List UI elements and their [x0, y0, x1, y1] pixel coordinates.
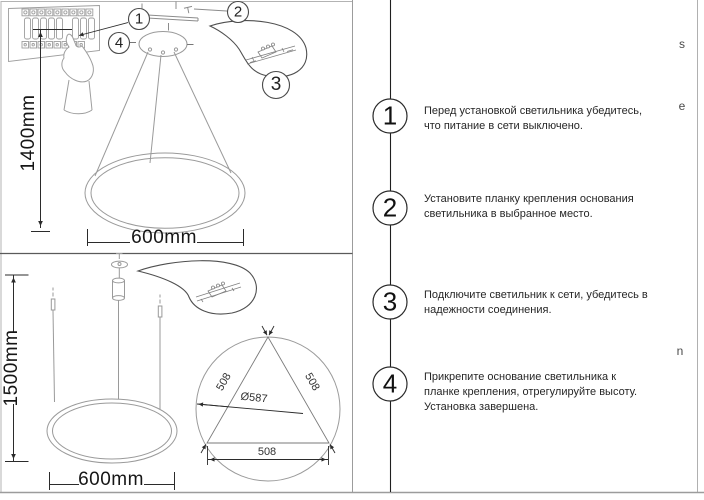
step-number-1: 1	[382, 100, 398, 131]
callout-number-1: 1	[134, 10, 144, 28]
pendant-ring-bottom	[47, 399, 177, 463]
dimension-label-508-left: 508	[214, 371, 234, 393]
step-text-line: планке крепления, отрегулируйте высоту.	[424, 386, 638, 398]
callout-number-3: 3	[270, 74, 282, 95]
stray-letter-s: s	[679, 37, 685, 51]
step-number-4: 4	[382, 368, 398, 399]
step-text-line: Прикрепите основание светильника к	[424, 371, 617, 383]
dimension-label-600mm-top: 600mm	[131, 227, 197, 248]
dimension-label-508-right: 508	[302, 371, 322, 393]
step-text-line: Установите планку крепления основания	[424, 193, 634, 205]
step-text-line: Подключите светильник к сети, убедитесь в	[424, 289, 648, 301]
dimension-label-600mm-bottom: 600mm	[78, 469, 144, 490]
pendant-ring-top	[85, 153, 245, 233]
dimension-label-diameter-587: Ø587	[239, 390, 269, 406]
breaker-switches	[25, 18, 95, 39]
step-instruction-3	[424, 288, 686, 318]
step-number-2: 2	[382, 192, 398, 223]
callout-number-2: 2	[233, 3, 243, 21]
step-text-line: надежности соединения.	[424, 304, 552, 316]
stray-letter-n: n	[676, 344, 684, 358]
step-text-line: что питание в сети выключено.	[424, 120, 583, 132]
breaker-top-row	[22, 9, 93, 16]
ceiling-canopy-bottom	[112, 254, 128, 400]
stray-letter-e: e	[678, 99, 686, 113]
suspension-cable-left	[51, 288, 55, 403]
suspension-cable-right	[158, 295, 162, 410]
step-instruction-4	[424, 370, 686, 415]
step-text-line: светильника в выбранное место.	[424, 208, 593, 220]
callout-teardrop-top	[210, 21, 307, 77]
callout-number-4: 4	[114, 34, 124, 52]
step-instruction-1	[424, 104, 686, 134]
dimension-label-508-bottom: 508	[257, 446, 277, 458]
ceiling-canopy-top	[130, 32, 194, 57]
callout-teardrop-bottom	[138, 261, 256, 314]
step-number-3: 3	[382, 286, 398, 317]
step-instruction-2	[424, 192, 686, 222]
step-text-line: Установка завершена.	[424, 401, 539, 413]
dimension-label-1500mm: 1500mm	[1, 329, 22, 407]
dimension-label-1400mm: 1400mm	[18, 94, 39, 172]
step-text-line: Перед установкой светильника убедитесь,	[424, 105, 643, 117]
